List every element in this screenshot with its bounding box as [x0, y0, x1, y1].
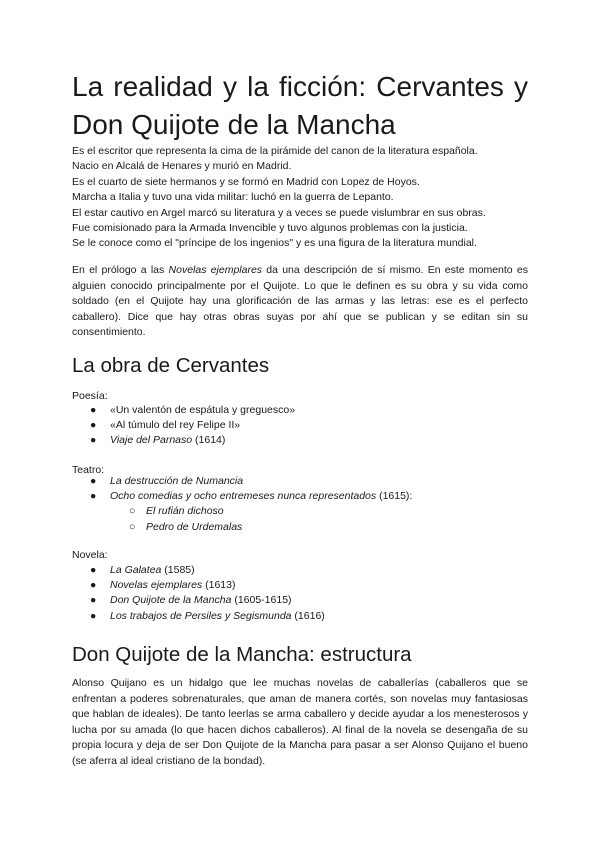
item-text: Los trabajos de Persiles y Segismunda — [110, 609, 292, 622]
list-subitem — [72, 520, 412, 535]
item-year: (1614) — [192, 434, 226, 447]
prologue-paragraph — [72, 263, 528, 341]
prologue-after: da una descripción de sí mismo. En este momento es alguien conocido principalmente por el Quijote. Lo que le definen es su obra y su vida como soldado (en el Quijote hay una glorificación de las armas y las letras: ese es el perfecto caballero). Dice que hay otras obras suyas por ahí que se publican y se editan sin su consentimiento. — [72, 264, 528, 338]
title-line-2: Don Quijote de la Mancha — [72, 109, 396, 140]
list-item — [72, 563, 325, 578]
list-item — [72, 433, 295, 448]
bullet-icon: ● — [90, 594, 97, 607]
bio-line: El estar cautivo en Argel marcó su literatura y a veces se puede vislumbrar en sus obras. — [72, 206, 486, 219]
bio-line: Es el escritor que representa la cima de la pirámide del canon de la literatura española. — [72, 145, 478, 157]
list-subitem — [72, 504, 412, 519]
subitem-text: Pedro de Urdemalas — [146, 520, 243, 533]
item-year: (1605-1615) — [231, 594, 292, 607]
hollow-bullet-icon: ○ — [129, 505, 136, 518]
bullet-icon: ● — [90, 490, 97, 503]
item-text: La Galatea — [110, 564, 162, 576]
bio-line: Se le conoce como el "príncipe de los ingenios" y es una figura de la literatura mundial. — [72, 237, 477, 250]
list-item — [72, 609, 325, 624]
item-text: «Al túmulo del rey Felipe II» — [110, 419, 241, 432]
item-year: (1616) — [291, 609, 325, 622]
bullet-icon: ● — [90, 475, 97, 487]
subitem-text: El rufián dichoso — [146, 505, 224, 518]
item-text: «Un valentón de espátula y greguesco» — [110, 404, 296, 416]
bullet-icon: ● — [90, 419, 97, 432]
list-item — [72, 403, 295, 418]
bio-line: Nacio en Alcalá de Henares y murió en Madrid. — [72, 160, 292, 173]
list-item — [72, 593, 325, 608]
poesia-list — [72, 403, 295, 449]
list-item — [72, 578, 325, 593]
bullet-icon: ● — [90, 609, 97, 622]
item-year: (1585) — [161, 564, 195, 576]
item-text: Viaje del Parnaso — [110, 434, 193, 447]
bullet-icon: ● — [90, 564, 97, 576]
section-heading-obra: La obra de Cervantes — [72, 354, 270, 377]
item-text: Novelas ejemplares — [110, 579, 203, 592]
estructura-paragraph: Alonso Quijano es un hidalgo que lee muchas novelas de caballerías (caballeros que se enfrentan a poderes sobrenaturales, que aman de manera cortés, son novelas muy fantasiosas que hablan de ideales). De tanto leerlas se arma caballero y decide ayudar a los menesterosos y lucha por su amada (lo que hacen dichos caballeros). Al final de la novela se desengaña de su propia locura y deja de ser Don Quijote de la Mancha para pasar a ser Alonso Quijano el bueno (se aferra al ideal cristiano de la bondad). — [72, 677, 528, 767]
item-year: (1613) — [202, 579, 236, 592]
novela-list — [72, 563, 325, 624]
bio-lines — [72, 144, 532, 252]
poesia-label: Poesía: — [72, 390, 108, 402]
bio-line: Marcha a Italia y tuvo una vida militar: luchó en la guerra de Lepanto. — [72, 191, 394, 204]
hollow-bullet-icon: ○ — [129, 520, 136, 533]
novela-label: Novela: — [72, 549, 108, 561]
item-text: La destrucción de Numancia — [110, 475, 244, 487]
title-line-1: La realidad y la ficción: Cervantes y — [72, 71, 528, 102]
bullet-icon: ● — [90, 579, 97, 592]
teatro-label: Teatro: — [72, 464, 105, 476]
item-text: Don Quijote de la Mancha — [110, 594, 232, 607]
list-item — [72, 474, 412, 489]
prologue-before: En el prólogo a las — [72, 264, 169, 276]
section-heading-estructura: Don Quijote de la Mancha: estructura — [72, 643, 412, 666]
bullet-icon: ● — [90, 434, 97, 447]
bio-line: Fue comisionado para la Armada Invencible y tuvo algunos problemas con la justicia. — [72, 222, 468, 235]
list-item — [72, 489, 412, 504]
prologue-italic: Novelas ejemplares — [168, 264, 263, 276]
teatro-list — [72, 474, 412, 535]
bio-line: Es el cuarto de siete hermanos y se formó en Madrid con Lopez de Hoyos. — [72, 175, 420, 188]
item-text: Ocho comedias y ocho entremeses nunca representados — [110, 490, 377, 503]
page-title — [72, 68, 528, 144]
bullet-icon: ● — [90, 404, 97, 416]
list-item — [72, 418, 295, 433]
item-year: (1615): — [376, 490, 413, 503]
